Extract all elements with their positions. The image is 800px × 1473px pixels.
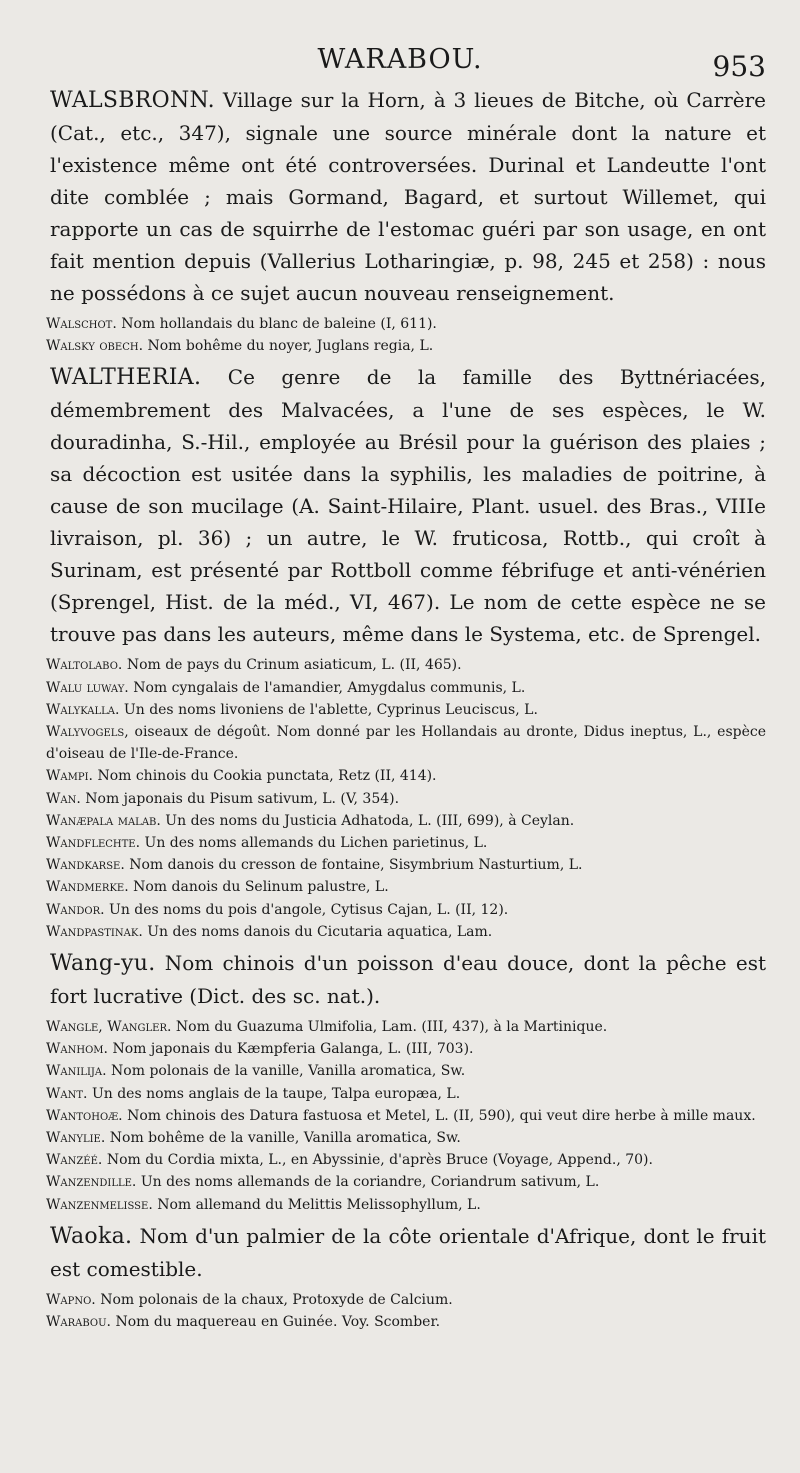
entry-text: oiseaux de dégoût. Nom donné par les Hollandais au dronte, Didus ineptus, L., espèce d'oiseau de l'Ile-de-France. <box>46 724 766 763</box>
headword: Wanhom. <box>46 1041 108 1058</box>
entry-want <box>30 1083 766 1105</box>
entry-text: Un des noms du pois d'angole, Cytisus Cajan, L. (II, 12). <box>109 901 509 918</box>
headword: Wan. <box>46 790 81 807</box>
running-title: WARABOU. <box>317 44 483 75</box>
entry-text: Un des noms allemands de la coriandre, Coriandrum sativum, L. <box>140 1174 600 1191</box>
entry-text: Nom du maquereau en Guinée. Voy. Scomber. <box>115 1314 441 1331</box>
entry-warabou <box>30 1311 766 1333</box>
entry-wanilija <box>30 1060 766 1082</box>
entry-text: Nom polonais de la chaux, Protoxyde de Calcium. <box>100 1291 453 1308</box>
headword: Wangle, Wangler. <box>46 1019 172 1036</box>
headword: Wandor. <box>46 901 105 918</box>
entry-text: Village sur la Horn, à 3 lieues de Bitche, où Carrère (Cat., etc., 347), signale une source minérale dont la nature et l'existence même ont été controversées. Durinal et Landeutte l'ont dite comblée ; mais Gormand, Bagard, et surtout Willemet, qui rapporte un cas de squirrhe de l'estomac guéri par son usage, en ont fait mention depuis (Vallerius Lotharingiæ, p. 98, 245 et 258) : nous ne possédons à ce sujet aucun nouveau renseignement. <box>50 88 767 305</box>
entry-walsky-obech <box>30 335 766 357</box>
entry-text: Nom chinois du Cookia punctata, Retz (II, 414). <box>97 768 437 785</box>
headword: Want. <box>46 1085 88 1102</box>
entry-text: Nom chinois d'un poisson d'eau douce, dont la pêche est fort lucrative (Dict. des sc. nat.). <box>50 951 766 1009</box>
headword: Wapno. <box>46 1291 96 1308</box>
entry-walykalla <box>30 699 766 721</box>
entry-text: Un des noms du Justicia Adhatoda, L. (III, 699), à Ceylan. <box>165 812 575 829</box>
entry-text: Nom du Cordia mixta, L., en Abyssinie, d'après Bruce (Voyage, Append., 70). <box>106 1152 653 1169</box>
entry-text: Nom bohême du noyer, Juglans regia, L. <box>147 338 434 355</box>
headword: Walu luway. <box>46 679 129 696</box>
page-body <box>30 84 766 1333</box>
entry-text: Un des noms danois du Cicutaria aquatica, Lam. <box>147 923 493 940</box>
entry-wampi <box>30 765 766 787</box>
headword: Wang-yu. <box>50 951 156 977</box>
headword: Wanzenmelisse. <box>46 1196 153 1213</box>
entry-text: Nom danois du Selinum palustre, L. <box>133 879 389 896</box>
entry-wandpastinak <box>30 921 766 943</box>
page-number: 953 <box>712 50 766 83</box>
entry-walsbronn <box>30 84 766 309</box>
entry-text: Nom japonais du Kæmpferia Galanga, L. (III, 703). <box>112 1041 474 1058</box>
headword: WALSBRONN. <box>50 88 215 113</box>
headword: Wandmerke. <box>46 879 129 896</box>
entry-text: Nom d'un palmier de la côte orientale d'Afrique, dont le fruit est comestible. <box>50 1223 766 1281</box>
entry-wanhom <box>30 1038 766 1060</box>
headword: Wanæpala malab. <box>46 812 161 829</box>
headword: Wantohoæ. <box>46 1107 123 1124</box>
headword: WALTHERIA. <box>50 365 202 391</box>
entry-text: Nom bohême de la vanille, Vanilla aromatica, Sw. <box>109 1130 461 1147</box>
entry-text: Nom hollandais du blanc de baleine (I, 611). <box>121 316 437 332</box>
entry-wanzenmelisse <box>30 1194 766 1216</box>
entry-walu-luway <box>30 677 766 699</box>
entry-text: Un des noms livoniens de l'ablette, Cyprinus Leuciscus, L. <box>123 701 538 718</box>
headword: Wampi. <box>46 768 93 785</box>
entry-text: Un des noms anglais de la taupe, Talpa europæa, L. <box>91 1085 461 1102</box>
entry-wang-yu <box>30 947 766 1012</box>
entry-text: Nom allemand du Melittis Melissophyllum, L. <box>157 1196 481 1213</box>
entry-wandflechte <box>30 832 766 854</box>
entry-waltheria <box>30 361 766 650</box>
headword: Walsky obech. <box>46 338 144 355</box>
entry-wapno <box>30 1289 766 1311</box>
entry-walyvogels <box>30 721 766 765</box>
entry-walschot <box>30 313 766 335</box>
entry-wanylie <box>30 1127 766 1149</box>
entry-text: Nom japonais du Pisum sativum, L. (V, 354). <box>85 790 400 807</box>
headword: Waoka. <box>50 1223 133 1249</box>
entry-wandor <box>30 899 766 921</box>
headword: Waltolabo. <box>46 657 123 674</box>
entry-text: Nom de pays du Crinum asiaticum, L. (II, 465). <box>126 657 462 674</box>
entry-text: Nom polonais de la vanille, Vanilla aromatica, Sw. <box>111 1063 466 1080</box>
entry-wandkarse <box>30 854 766 876</box>
entry-text: Nom chinois des Datura fastuosa et Metel, L. (II, 590), qui veut dire herbe à mille maux. <box>127 1107 756 1124</box>
entry-wantohoae <box>30 1105 766 1127</box>
entry-wanzendille <box>30 1171 766 1193</box>
headword: Wanylie. <box>46 1130 106 1147</box>
entry-text: Nom danois du cresson de fontaine, Sisymbrium Nasturtium, L. <box>129 857 583 874</box>
entry-wanzee <box>30 1149 766 1171</box>
entry-text: Nom du Guazuma Ulmifolia, Lam. (III, 437), à la Martinique. <box>175 1019 608 1036</box>
entry-text: Ce genre de la famille des Byttnériacées, démembrement des Malvacées, a l'une de ses espèces, le W. douradinha, S.-Hil., employée au Brésil pour la guérison des plaies ; sa décoction est usitée dans la syphilis, les maladies de poitrine, à cause de son mucilage (A. Saint-Hilaire, Plant. usuel. des Bras., VIIIe livraison, pl. 36) ; un autre, le W. fruticosa, Rottb., qui croît à Surinam, est présenté par Rottboll comme fébrifuge et anti-vénérien (Sprengel, Hist. de la méd., VI, 467). Le nom de cette espèce ne se trouve pas dans les auteurs, même dans le Systema, etc. de Sprengel. <box>50 365 767 647</box>
headword: Wandflechte. <box>46 835 141 852</box>
entry-wan <box>30 788 766 810</box>
entry-wanaepala-malab <box>30 810 766 832</box>
entry-wandmerke <box>30 876 766 898</box>
headword: Wanzendille. <box>46 1174 137 1191</box>
running-head <box>0 44 800 84</box>
headword: Wandpastinak. <box>46 923 143 940</box>
headword: Wandkarse. <box>46 857 125 874</box>
headword: Walschot. <box>46 316 117 332</box>
headword: Warabou. <box>46 1314 111 1331</box>
entry-text: Nom cyngalais de l'amandier, Amygdalus communis, L. <box>133 679 526 696</box>
headword: Wanilija. <box>46 1063 107 1080</box>
entry-waltolabo <box>30 654 766 676</box>
entry-wangle <box>30 1016 766 1038</box>
entry-text: Un des noms allemands du Lichen parietinus, L. <box>144 835 488 852</box>
headword: Walyvogels, <box>46 724 129 741</box>
headword: Walykalla. <box>46 701 120 718</box>
headword: Wanzéé. <box>46 1152 103 1169</box>
entry-waoka <box>30 1220 766 1285</box>
